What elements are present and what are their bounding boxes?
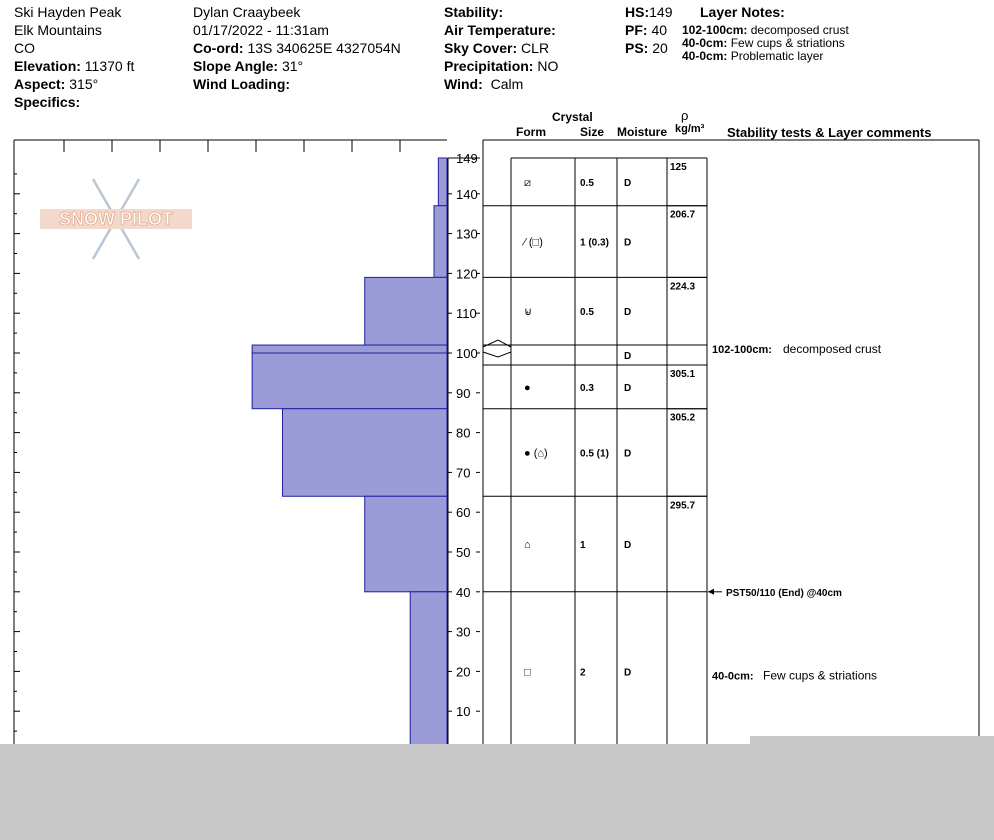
layer-note-range: 40-0cm: — [682, 36, 728, 50]
moisture-value: D — [624, 667, 632, 679]
layer-note-range: 102-100cm: — [682, 23, 748, 37]
depth-tick-label: 40 — [456, 584, 471, 600]
depth-tick-label: 100 — [456, 346, 478, 361]
air-temp-label: Air Temperature: — [444, 22, 556, 38]
slope-value: 31° — [281, 58, 304, 74]
depth-tick-label: 50 — [456, 545, 471, 560]
layer-comment-text: decomposed crust — [783, 342, 882, 357]
depth-tick-label: 20 — [456, 664, 471, 680]
pf-label: PF: — [625, 22, 648, 38]
hardness-bar — [252, 345, 447, 353]
grain-size: 1 (0.3) — [580, 237, 609, 249]
moisture-value: D — [624, 540, 632, 552]
grain-size: 2 — [580, 667, 586, 679]
depth-tick-label: 90 — [456, 385, 471, 401]
density-unit-header: kg/m³ — [675, 123, 705, 135]
grain-form: ● (⌂) — [524, 447, 548, 460]
elevation-value: 11370 ft — [84, 58, 135, 74]
grain-form: ⌂ — [524, 539, 531, 552]
coord-label: Co-ord: — [193, 40, 244, 56]
grain-size: 0.5 — [580, 177, 594, 189]
depth-axis-top-label: 149 — [456, 150, 478, 166]
coord-value: 13S 340625E 4327054N — [247, 40, 401, 56]
grain-size: 0.5 — [580, 307, 594, 319]
density-value: 206.7 — [670, 209, 696, 221]
sky-value: CLR — [521, 40, 550, 56]
moisture-value: D — [624, 350, 632, 362]
layer-note-text: Problematic layer — [730, 49, 824, 63]
hardness-bar — [434, 206, 447, 278]
specifics-label: Specifics: — [14, 94, 81, 110]
wind-value: Calm — [490, 76, 524, 92]
wind-label: Wind: — [444, 76, 483, 92]
depth-tick-label: 120 — [456, 266, 478, 282]
hs-value: 149 — [649, 4, 673, 20]
ps-label: PS: — [625, 40, 649, 56]
grain-form: ● — [524, 381, 531, 394]
hardness-bar — [365, 496, 447, 592]
aspect-value: 315° — [69, 76, 99, 92]
moisture-value: D — [624, 448, 632, 460]
grain-size: 0.5 (1) — [580, 448, 609, 460]
stability-comments-header: Stability tests & Layer comments — [727, 125, 932, 140]
density-value: 224.3 — [670, 281, 696, 293]
depth-tick-label: 110 — [456, 306, 477, 322]
hardness-bar — [438, 158, 447, 206]
aspect-label: Aspect: — [14, 76, 66, 92]
moisture-header: Moisture — [617, 125, 668, 139]
grain-form: ⧄ — [524, 176, 531, 189]
layer-notes-heading: Layer Notes: — [700, 4, 785, 20]
density-value: 305.1 — [670, 368, 696, 380]
depth-tick-label: 60 — [456, 505, 471, 521]
layer-note-range: 40-0cm: — [682, 49, 728, 63]
elevation-label: Elevation: — [14, 58, 81, 74]
density-value: 305.2 — [670, 412, 696, 424]
hardness-bar — [282, 409, 447, 497]
ps-value: 20 — [652, 40, 668, 56]
hardness-bar — [365, 277, 447, 345]
moisture-value: D — [624, 177, 632, 189]
layer-note-text: Few cups & striations — [730, 36, 845, 50]
depth-tick-label: 140 — [456, 186, 478, 202]
moisture-value: D — [624, 307, 632, 319]
moisture-value: D — [624, 382, 632, 394]
wind-loading-label: Wind Loading: — [193, 76, 291, 92]
size-header: Size — [580, 125, 605, 139]
layer-comment-range: 40-0cm: — [712, 670, 754, 683]
grain-form: □ — [524, 666, 531, 679]
grain-form: ⁄ (□) — [524, 236, 543, 249]
hs-label: HS: — [625, 4, 650, 20]
form-header: Form — [516, 125, 546, 139]
observer-name: Dylan Craaybeek — [193, 4, 301, 20]
slope-label: Slope Angle: — [193, 58, 279, 74]
state: CO — [14, 40, 35, 56]
depth-tick-label: 10 — [456, 704, 471, 720]
precip-value: NO — [537, 58, 559, 74]
crust-marker-top — [483, 340, 511, 347]
layer-comment-range: 102-100cm: — [712, 344, 772, 357]
snowpilot-logo — [40, 179, 192, 259]
mountain-range: Elk Mountains — [14, 22, 102, 38]
grain-size: 0.3 — [580, 382, 594, 394]
depth-tick-label: 80 — [456, 425, 471, 441]
pf-value: 40 — [651, 22, 668, 38]
stability-label: Stability: — [444, 4, 504, 20]
grain-size: 1 — [580, 540, 586, 552]
observation-datetime: 01/17/2022 - 11:31am — [193, 22, 329, 38]
crust-marker-bottom — [483, 352, 511, 357]
depth-tick-label: 130 — [456, 226, 478, 242]
grain-form: ⊌ — [524, 306, 533, 319]
stability-test-comment: PST50/110 (End) @40cm — [726, 587, 842, 599]
location-name: Ski Hayden Peak — [14, 4, 122, 20]
sky-label: Sky Cover: — [444, 40, 518, 56]
layer-comment-text: Few cups & striations — [763, 668, 878, 683]
layer-note-text: decomposed crust — [750, 23, 849, 37]
depth-tick-label: 30 — [456, 624, 471, 640]
density-value: 125 — [670, 161, 687, 173]
comment-arrowhead — [708, 589, 714, 595]
density-value: 295.7 — [670, 500, 696, 512]
depth-tick-label: 70 — [456, 465, 471, 481]
bottom-bar — [0, 744, 994, 840]
hardness-bar — [252, 353, 447, 409]
rho-header: ρ — [681, 108, 689, 123]
moisture-value: D — [624, 237, 632, 249]
crystal-header: Crystal — [552, 110, 593, 124]
logo-text: SNOW PILOT — [59, 209, 173, 229]
precip-label: Precipitation: — [444, 58, 534, 74]
hardness-bar — [410, 592, 447, 751]
